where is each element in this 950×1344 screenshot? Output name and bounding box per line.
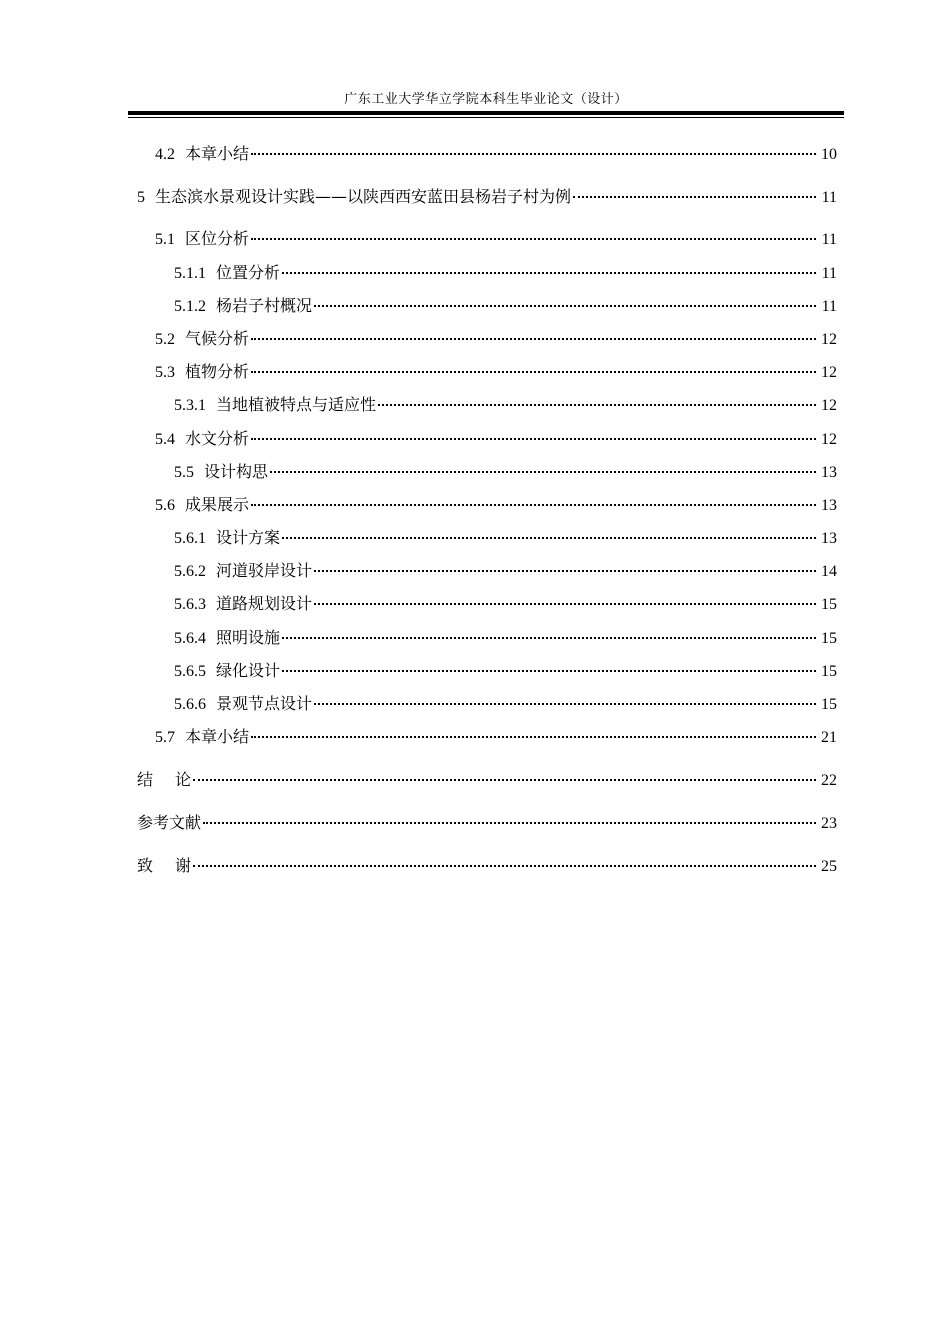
- toc-leader-dots: [251, 324, 816, 340]
- toc-number: 5.1.2: [174, 298, 206, 315]
- toc-title: 照明设施: [216, 628, 281, 647]
- toc-title: 绿化设计: [216, 661, 281, 680]
- toc-leader-dots: [193, 765, 816, 781]
- toc-entry-5-6-2[interactable]: [174, 560, 837, 583]
- toc-title: 本章小结: [185, 144, 250, 163]
- toc-entry-5-1[interactable]: [155, 228, 837, 251]
- toc-title: 设计方案: [216, 528, 281, 547]
- toc-entry-5-3[interactable]: [155, 361, 837, 384]
- header-rule-thick: [128, 111, 844, 115]
- toc-number: 5: [137, 189, 145, 206]
- toc-entry-4-2[interactable]: [155, 143, 837, 166]
- toc-leader-dots: [573, 182, 816, 198]
- toc-leader-dots: [203, 808, 816, 824]
- toc-number: 5.6.6: [174, 696, 206, 713]
- toc-entry-5-3-1[interactable]: [174, 394, 837, 417]
- toc-page-number: 14: [821, 563, 837, 580]
- toc-entry-5-1-2[interactable]: [174, 295, 837, 318]
- toc-page-number: 12: [821, 397, 837, 414]
- toc-number: 5.4: [155, 431, 175, 448]
- toc-page-number: 15: [821, 696, 837, 713]
- toc-entry-5-7[interactable]: [155, 726, 837, 749]
- toc-title: 成果展示: [185, 495, 250, 514]
- toc-page-number: 15: [821, 630, 837, 647]
- toc-page-number: 11: [821, 231, 837, 248]
- toc-leader-dots: [314, 556, 816, 572]
- toc-page-number: 13: [821, 497, 837, 514]
- toc-page-number: 15: [821, 663, 837, 680]
- toc-entry-5-6-6[interactable]: [174, 693, 837, 716]
- toc-entry-conclusion[interactable]: [137, 769, 837, 792]
- toc-title: 生态滨水景观设计实践——以陕西西安蓝田县杨岩子村为例: [155, 187, 572, 206]
- toc-leader-dots: [251, 424, 816, 440]
- toc-leader-dots: [193, 851, 816, 867]
- toc-page-number: 22: [821, 772, 837, 789]
- toc-page-number: 21: [821, 729, 837, 746]
- toc-number: 5.5: [174, 464, 194, 481]
- toc-page-number: 25: [821, 858, 837, 875]
- toc-entry-5-4[interactable]: [155, 428, 837, 451]
- toc-entry-references[interactable]: [137, 812, 837, 835]
- toc-leader-dots: [378, 390, 816, 406]
- toc-number: 5.6.4: [174, 630, 206, 647]
- toc-number: 5.6.5: [174, 663, 206, 680]
- toc-leader-dots: [251, 490, 816, 506]
- toc-title: 杨岩子村概况: [216, 296, 313, 315]
- toc-leader-dots: [282, 656, 816, 672]
- toc-page-number: 10: [821, 146, 837, 163]
- toc-entry-5-6-4[interactable]: [174, 627, 837, 650]
- toc-number: 5.3: [155, 364, 175, 381]
- toc-entry-5-5[interactable]: [174, 461, 837, 484]
- toc-title: 结论: [137, 770, 214, 789]
- toc-number: 5.2: [155, 331, 175, 348]
- toc-leader-dots: [314, 689, 816, 705]
- toc-leader-dots: [251, 357, 816, 373]
- toc-number: 5.7: [155, 729, 175, 746]
- toc-page-number: 12: [821, 364, 837, 381]
- toc-number: 5.1: [155, 231, 175, 248]
- header-rule-thin: [128, 117, 844, 118]
- toc-leader-dots: [282, 523, 816, 539]
- toc-leader-dots: [314, 589, 816, 605]
- toc-title: 本章小结: [185, 727, 250, 746]
- toc-page-number: 23: [821, 815, 837, 832]
- toc-title: 水文分析: [185, 429, 250, 448]
- toc-title: 气候分析: [185, 329, 250, 348]
- toc-entry-5[interactable]: [137, 186, 837, 209]
- toc-page-number: 11: [821, 189, 837, 206]
- toc-leader-dots: [251, 722, 816, 738]
- toc-number: 5.6: [155, 497, 175, 514]
- toc-title: 参考文献: [137, 813, 202, 832]
- toc-entry-acknowledgements[interactable]: [137, 855, 837, 878]
- toc-title: 位置分析: [216, 263, 281, 282]
- toc-title: 致谢: [137, 856, 214, 875]
- toc-leader-dots: [282, 623, 816, 639]
- toc-entry-5-6-1[interactable]: [174, 527, 837, 550]
- toc-title: 河道驳岸设计: [216, 561, 313, 580]
- toc-title: 区位分析: [185, 229, 250, 248]
- toc-number: 5.6.2: [174, 563, 206, 580]
- toc-number: 5.3.1: [174, 397, 206, 414]
- toc-leader-dots: [314, 291, 816, 307]
- toc-number: 5.6.3: [174, 596, 206, 613]
- toc-title: 植物分析: [185, 362, 250, 381]
- toc-title: 当地植被特点与适应性: [216, 395, 377, 414]
- toc-leader-dots: [251, 139, 816, 155]
- toc-title: 设计构思: [204, 462, 269, 481]
- toc-number: 5.6.1: [174, 530, 206, 547]
- toc-entry-5-1-1[interactable]: [174, 262, 837, 285]
- toc-page-number: 15: [821, 596, 837, 613]
- toc-entry-5-6-5[interactable]: [174, 660, 837, 683]
- toc-leader-dots: [282, 258, 816, 274]
- toc-page-number: 13: [821, 530, 837, 547]
- toc-entry-5-6-3[interactable]: [174, 593, 837, 616]
- toc-entry-5-2[interactable]: [155, 328, 837, 351]
- toc-page-number: 11: [821, 298, 837, 315]
- toc-title: 景观节点设计: [216, 694, 313, 713]
- toc-page-number: 12: [821, 431, 837, 448]
- toc-number: 4.2: [155, 146, 175, 163]
- page-header: 广东工业大学华立学院本科生毕业论文（设计）: [344, 92, 628, 107]
- toc-page-number: 13: [821, 464, 837, 481]
- toc-page-number: 11: [821, 265, 837, 282]
- toc-leader-dots: [251, 224, 816, 240]
- toc-page-number: 12: [821, 331, 837, 348]
- toc-number: 5.1.1: [174, 265, 206, 282]
- toc-entry-5-6[interactable]: [155, 494, 837, 517]
- toc-leader-dots: [270, 457, 816, 473]
- toc-title: 道路规划设计: [216, 594, 313, 613]
